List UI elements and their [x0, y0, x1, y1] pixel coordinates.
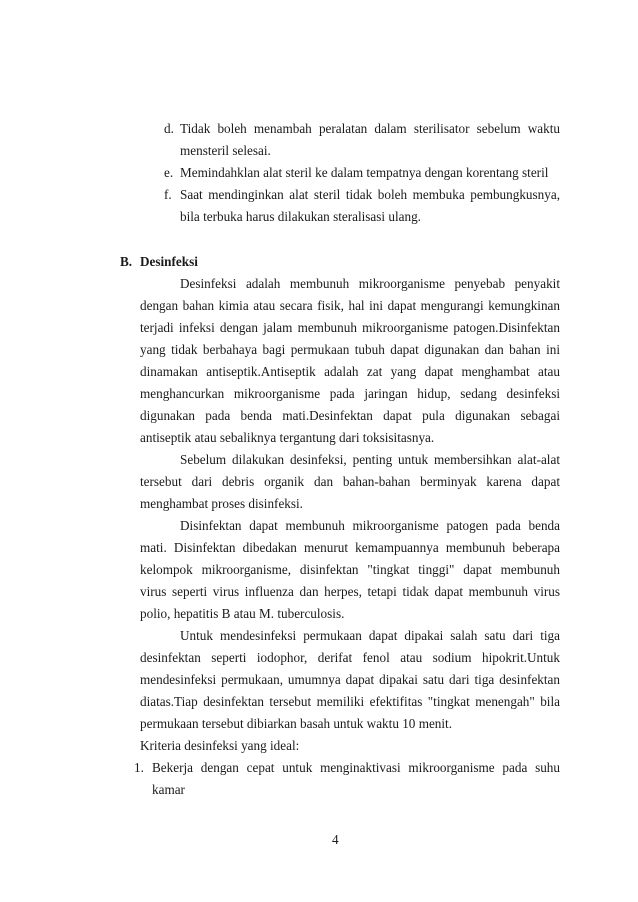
list-item-e-line-1: Memindahklan alat steril ke dalam tempatnya dengan korentang steril — [180, 165, 549, 180]
para1-line-1: Desinfeksi adalah membunuh mikroorganisme penyebab penyakit — [180, 276, 560, 291]
para3-line-1: Disinfektan dapat membunuh mikroorganisme patogen pada benda — [180, 518, 560, 533]
section-title: Desinfeksi — [140, 254, 198, 269]
para4-line-4: diatas.Tiap desinfektan tersebut memiliki efektifitas "tingkat menengah" bila — [140, 694, 560, 709]
list-item-d-line-1: Tidak boleh menambah peralatan dalam sterilisator sebelum waktu — [180, 121, 560, 136]
para3-line-4: virus seperti virus influenza dan herpes, tetapi tidak dapat membunuh virus — [140, 584, 560, 599]
para1-line-3: terjadi infeksi dengan jalam membunuh mikroorganisme patogen.Disinfektan — [140, 320, 560, 335]
list-item-1-line-2: kamar — [152, 782, 185, 797]
list-marker-1: 1. — [134, 760, 144, 775]
list-item-f-line-1: Saat mendinginkan alat steril tidak boleh membuka pembungkusnya, — [180, 187, 560, 202]
list-marker-d: d. — [164, 121, 174, 136]
list-item-1-line-1: Bekerja dengan cepat untuk menginaktivasi mikroorganisme pada suhu — [152, 760, 560, 775]
para3-line-2: mati. Disinfektan dibedakan menurut kemampuannya membunuh beberapa — [140, 540, 560, 555]
page-number: 4 — [332, 832, 339, 847]
para2-line-1: Sebelum dilakukan desinfeksi, penting untuk membersihkan alat-alat — [180, 452, 560, 467]
para4-line-5: permukaan tersebut dibiarkan basah untuk waktu 10 menit. — [140, 716, 453, 731]
para4-line-3: mendesinfeksi permukaan, umumnya dapat dipakai satu dari tiga desinfektan — [140, 672, 560, 687]
para1-line-4: yang tidak berbahaya bagi permukaan tubuh dapat digunakan dan bahan ini — [140, 342, 560, 357]
list-marker-f: f. — [164, 187, 172, 202]
list-item-f-line-2: bila terbuka harus dilakukan steralisasi ulang. — [180, 209, 421, 224]
para4-line-2: desinfektan seperti iodophor, derifat fenol atau sodium hipokrit.Untuk — [140, 650, 560, 665]
para1-line-2: dengan bahan kimia atau secara fisik, hal ini dapat mengurangi kemungkinan — [140, 298, 560, 313]
para3-line-3: kelompok mikroorganisme, disinfektan "tingkat tinggi" dapat membunuh — [140, 562, 560, 577]
para1-line-7: digunakan pada benda mati.Desinfektan dapat pula digunakan sebagai — [140, 408, 560, 423]
para3-line-5: polio, hepatitis B atau M. tuberculosis. — [140, 606, 345, 621]
para1-line-8: antiseptik atau sebaliknya tergantung dari toksisitasnya. — [140, 430, 435, 445]
list-marker-e: e. — [164, 165, 174, 180]
criteria-label: Kriteria desinfeksi yang ideal: — [140, 738, 300, 753]
para1-line-5: dinamakan antiseptik.Antiseptik adalah zat yang dapat menghambat atau — [140, 364, 560, 379]
para2-line-2: tersebut dari debris organik dan bahan-bahan berminyak karena dapat — [140, 474, 560, 489]
para2-line-3: menghambat proses disinfeksi. — [140, 496, 303, 511]
section-marker: B. — [120, 254, 133, 269]
para4-line-1: Untuk mendesinfeksi permukaan dapat dipakai salah satu dari tiga — [180, 628, 560, 643]
list-item-d-line-2: mensteril selesai. — [180, 143, 271, 158]
para1-line-6: menghancurkan mikroorganisme pada jaringan hidup, sedang desinfeksi — [140, 386, 560, 401]
